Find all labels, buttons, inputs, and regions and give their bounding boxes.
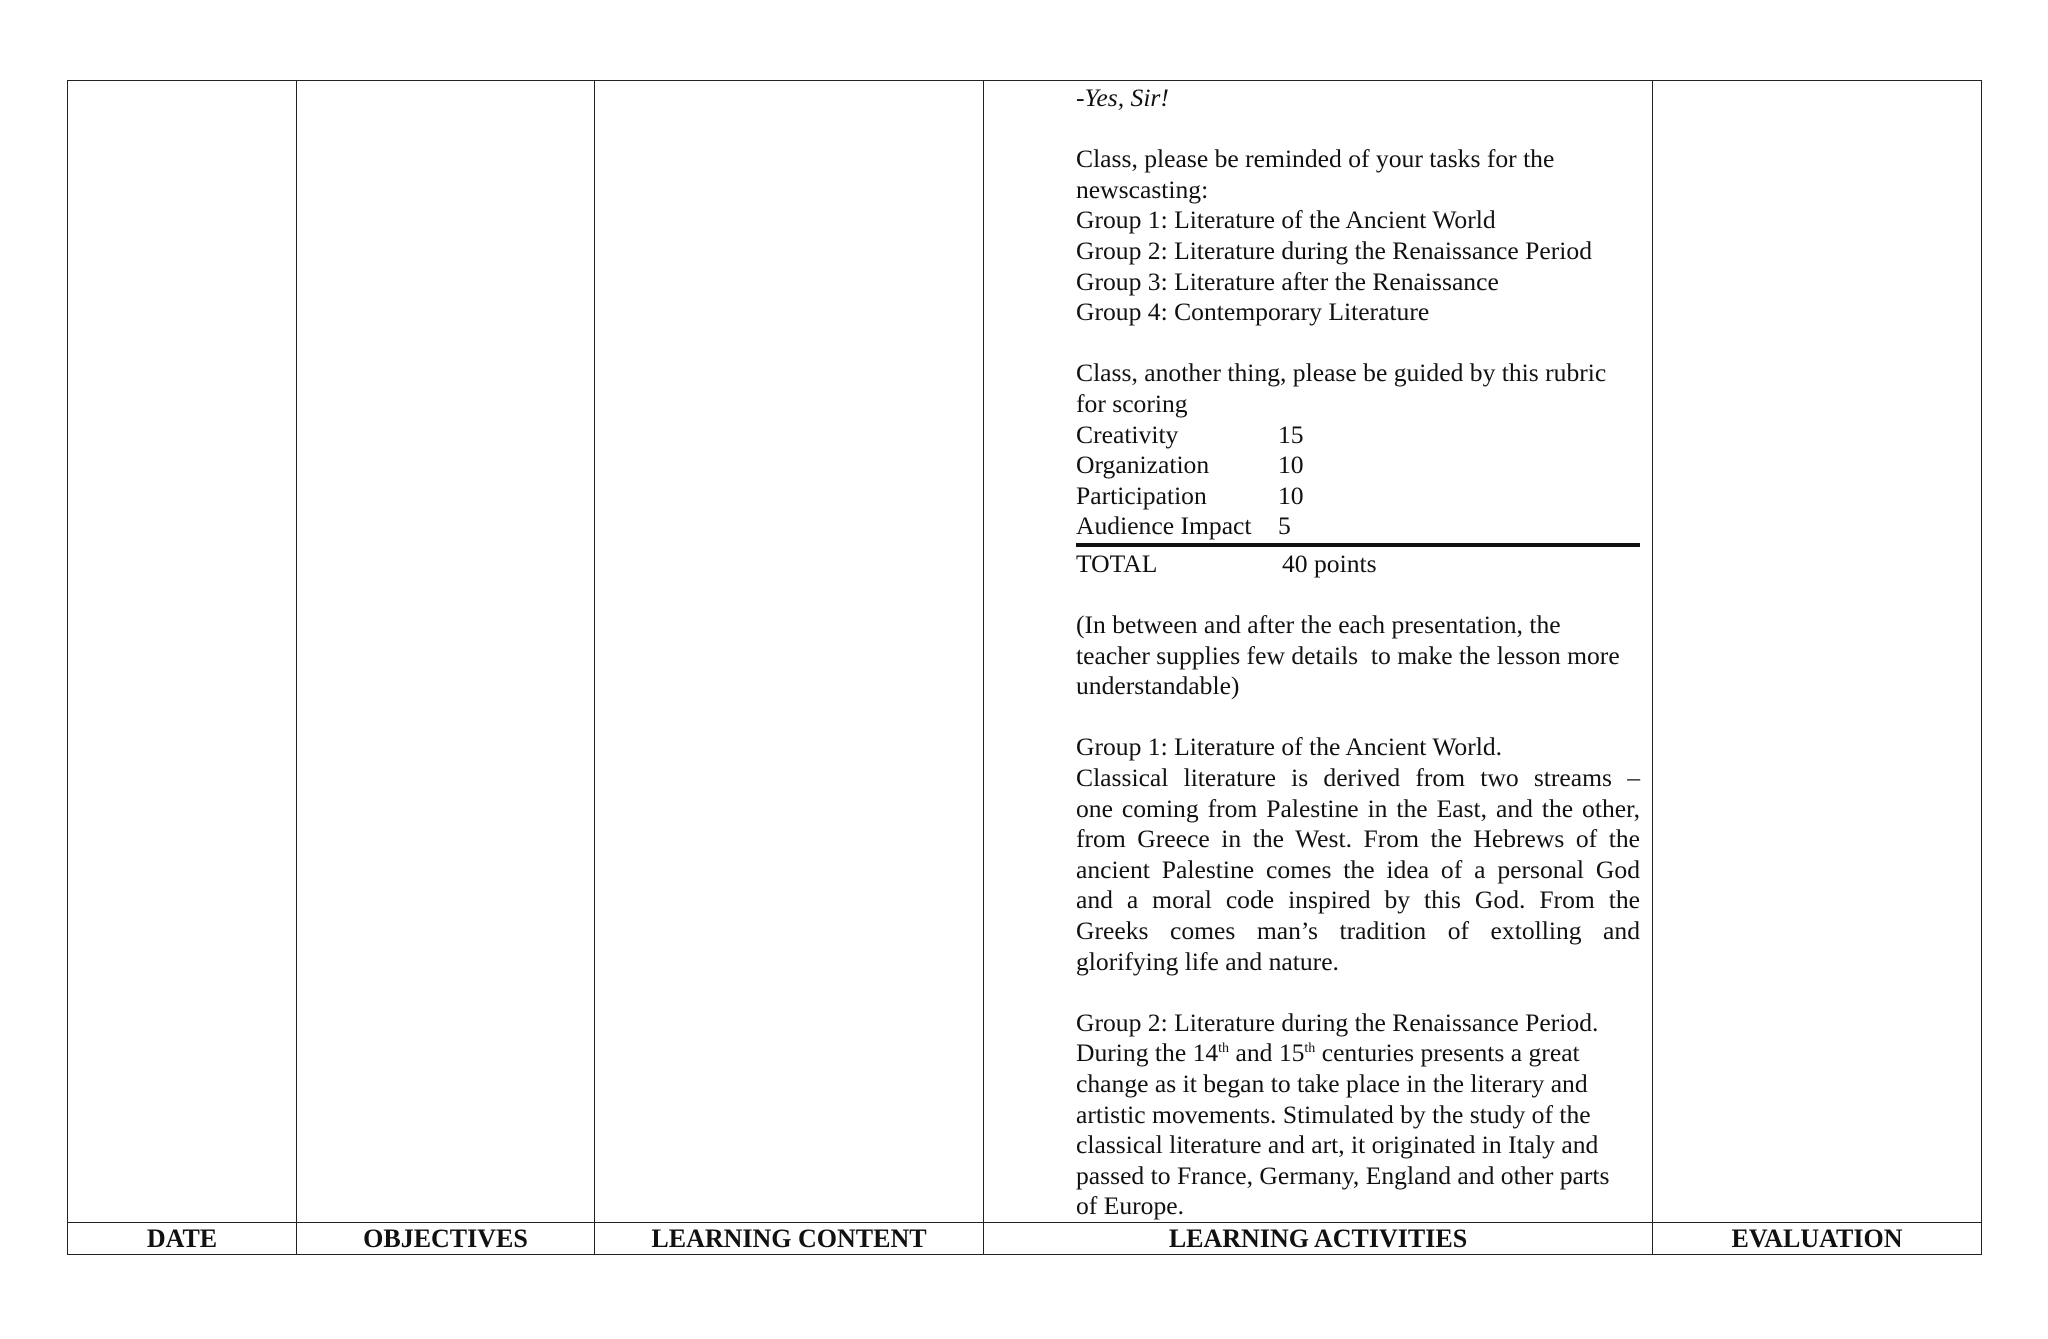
table-row xyxy=(68,81,1982,1223)
student-reply: -Yes, Sir! xyxy=(1076,83,1169,112)
header-evaluation: EVALUATION xyxy=(1653,1222,1982,1254)
group-task: Group 3: Literature after the Renaissance xyxy=(1076,266,1499,296)
evaluation-cell xyxy=(1653,81,1982,1223)
ordinal-suffix: th xyxy=(1218,1041,1230,1057)
header-learning-content: LEARNING CONTENT xyxy=(595,1222,984,1254)
group1-text-line: from Greece in the West. From the Hebrews of the xyxy=(1076,824,1640,854)
group1-text-line: Greeks comes man’s tradition of extolling and xyxy=(1076,916,1640,946)
spacer xyxy=(1076,702,1640,733)
header-learning-activities: LEARNING ACTIVITIES xyxy=(984,1222,1653,1254)
group-task: Group 2: Literature during the Renaissance Period xyxy=(1076,235,1592,265)
lesson-plan-table xyxy=(67,80,1982,1255)
ordinal-suffix: th xyxy=(1304,1041,1316,1057)
rubric-points: 10 xyxy=(1278,450,1304,480)
note-line: (In between and after the each presentation, the xyxy=(1076,610,1561,640)
group2-text-line: change as it began to take place in the literary and xyxy=(1076,1069,1588,1098)
group2-title: Group 2: Literature during the Renaissance Period. xyxy=(1076,1007,1599,1037)
header-row xyxy=(68,1222,1982,1254)
note-line: understandable) xyxy=(1076,671,1240,701)
rubric-total-points: 40 points xyxy=(1282,548,1377,578)
learning-content-cell xyxy=(595,81,984,1223)
group1-text-line: one coming from Palestine in the East, and the other, xyxy=(1076,793,1640,823)
rubric-intro-line: for scoring xyxy=(1076,388,1188,418)
rubric-row xyxy=(1076,420,1640,451)
rubric-points: 5 xyxy=(1278,511,1291,541)
text-segment: and 15 xyxy=(1229,1038,1305,1068)
group-task: Group 4: Contemporary Literature xyxy=(1076,297,1430,327)
rubric-criterion: Participation xyxy=(1076,480,1207,510)
spacer xyxy=(1076,114,1640,145)
header-objectives: OBJECTIVES xyxy=(297,1222,595,1254)
reminder-line: newscasting: xyxy=(1076,174,1209,204)
group2-text-line: passed to France, Germany, England and other parts xyxy=(1076,1160,1610,1190)
rubric-points: 15 xyxy=(1278,419,1304,449)
group2-text-line: artistic movements. Stimulated by the study of the xyxy=(1076,1099,1591,1129)
text-segment: During the 14 xyxy=(1076,1038,1219,1068)
rubric-points: 10 xyxy=(1278,480,1304,510)
rubric-row xyxy=(1076,450,1640,481)
group2-text-line: classical literature and art, it originated in Italy and xyxy=(1076,1130,1599,1160)
group-task: Group 1: Literature of the Ancient World xyxy=(1076,205,1496,235)
rubric-criterion: Creativity xyxy=(1076,419,1179,449)
objectives-cell xyxy=(297,81,595,1223)
group1-text-line: Classical literature is derived from two streams – xyxy=(1076,763,1640,793)
group1-text-line: ancient Palestine comes the idea of a personal God xyxy=(1076,854,1640,884)
learning-activities-cell xyxy=(984,81,1653,1223)
rubric-criterion: Audience Impact xyxy=(1076,511,1252,541)
rubric-row xyxy=(1076,511,1640,542)
group1-title: Group 1: Literature of the Ancient World. xyxy=(1076,732,1503,762)
rubric-row xyxy=(1076,481,1640,512)
group2-text-line: of Europe. xyxy=(1076,1191,1185,1221)
spacer xyxy=(1076,328,1640,359)
group1-text-line: and a moral code inspired by this God. From the xyxy=(1076,885,1640,915)
spacer xyxy=(1076,580,1640,611)
rubric-intro-line: Class, another thing, please be guided by this rubric xyxy=(1076,358,1607,388)
group1-text-line: glorifying life and nature. xyxy=(1076,946,1339,976)
reminder-line: Class, please be reminded of your tasks for the xyxy=(1076,144,1555,174)
rubric-criterion: Organization xyxy=(1076,450,1210,480)
text-segment: centuries presents a great xyxy=(1315,1038,1580,1068)
rubric-total-row xyxy=(1076,543,1640,580)
rubric-total-label: TOTAL xyxy=(1076,548,1158,578)
spacer xyxy=(1076,977,1640,1008)
note-line: teacher supplies few details to make the lesson more xyxy=(1076,640,1620,670)
date-cell xyxy=(68,81,297,1223)
group2-first-line xyxy=(1076,1038,1640,1069)
header-date: DATE xyxy=(68,1222,297,1254)
